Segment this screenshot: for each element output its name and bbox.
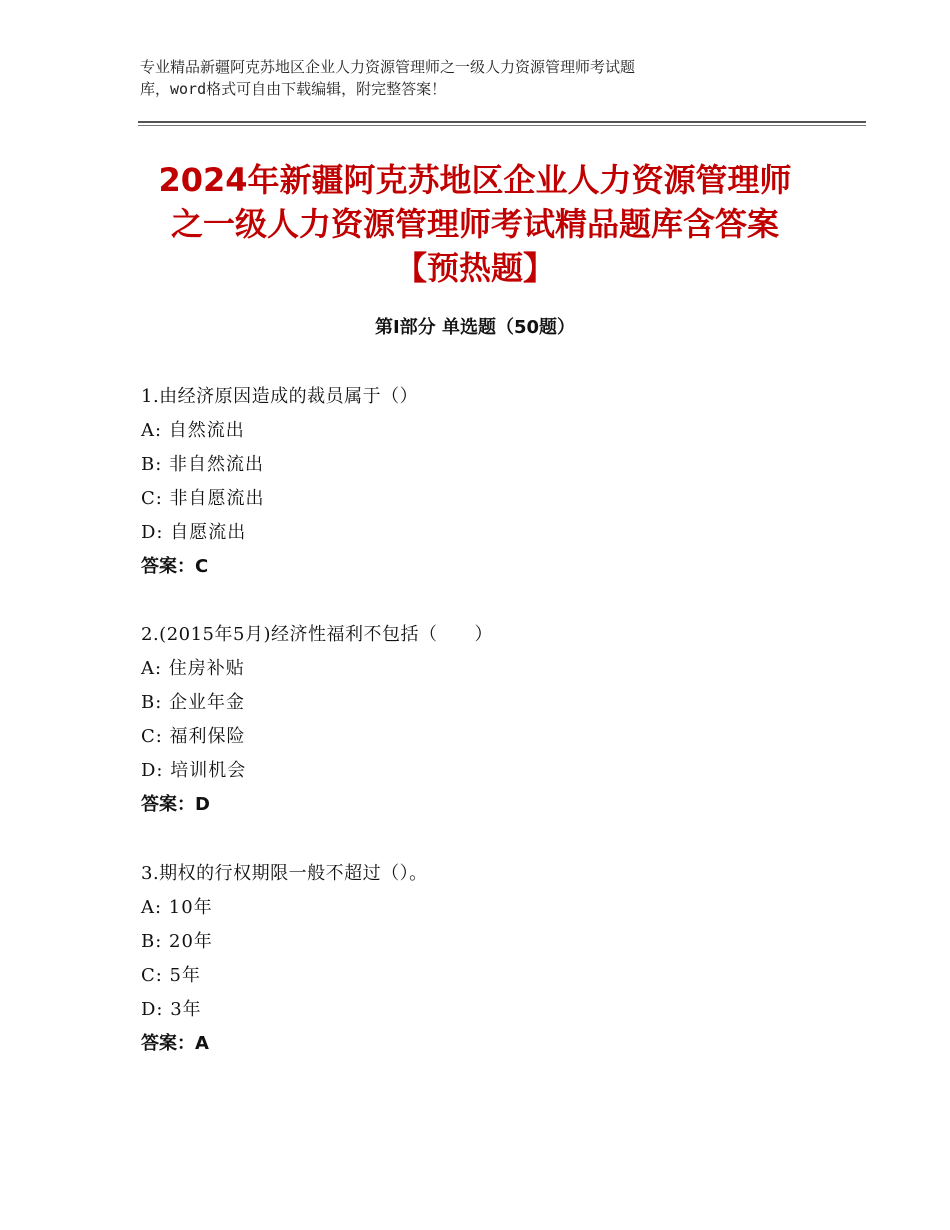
section-title: 第Ⅰ部分 单选题（50题） [374, 317, 575, 338]
option-c: C: 非自愿流出 [141, 488, 265, 509]
header-divider-thick [138, 121, 866, 123]
answer: 答案：C [141, 556, 209, 577]
header-divider-thin [138, 125, 866, 126]
option-b: B: 20年 [141, 931, 213, 952]
option-a: A: 10年 [141, 897, 213, 918]
header-note [140, 56, 820, 100]
document-title-line-1: 2024年新疆阿克苏地区企业人力资源管理师 [158, 161, 792, 199]
question-2 [141, 618, 841, 822]
option-a: A: 自然流出 [141, 420, 245, 441]
header-note-line-1: 专业精品新疆阿克苏地区企业人力资源管理师之一级人力资源管理师考试题 [140, 58, 636, 76]
header-note-line-2: 库，word格式可自由下载编辑，附完整答案！ [140, 80, 447, 98]
question-stem: 1.由经济原因造成的裁员属于（） [141, 386, 419, 407]
option-a: A: 住房补贴 [141, 658, 245, 679]
option-d: D: 自愿流出 [141, 522, 247, 543]
answer: 答案：A [141, 1033, 209, 1054]
option-c: C: 福利保险 [141, 726, 246, 747]
document-title [100, 158, 850, 290]
option-d: D: 3年 [141, 999, 202, 1020]
question-stem: 3.期权的行权期限一般不超过（）。 [141, 863, 428, 884]
question-stem: 2.(2015年5月)经济性福利不包括（ ） [141, 624, 493, 645]
question-1 [141, 380, 841, 584]
document-title-line-2: 之一级人力资源管理师考试精品题库含答案 [170, 205, 779, 243]
option-c: C: 5年 [141, 965, 202, 986]
option-b: B: 企业年金 [141, 692, 246, 713]
question-3 [141, 857, 841, 1061]
option-d: D: 培训机会 [141, 760, 247, 781]
option-b: B: 非自然流出 [141, 454, 265, 475]
answer: 答案：D [141, 794, 210, 815]
document-title-line-3: 【预热题】 [394, 249, 555, 287]
